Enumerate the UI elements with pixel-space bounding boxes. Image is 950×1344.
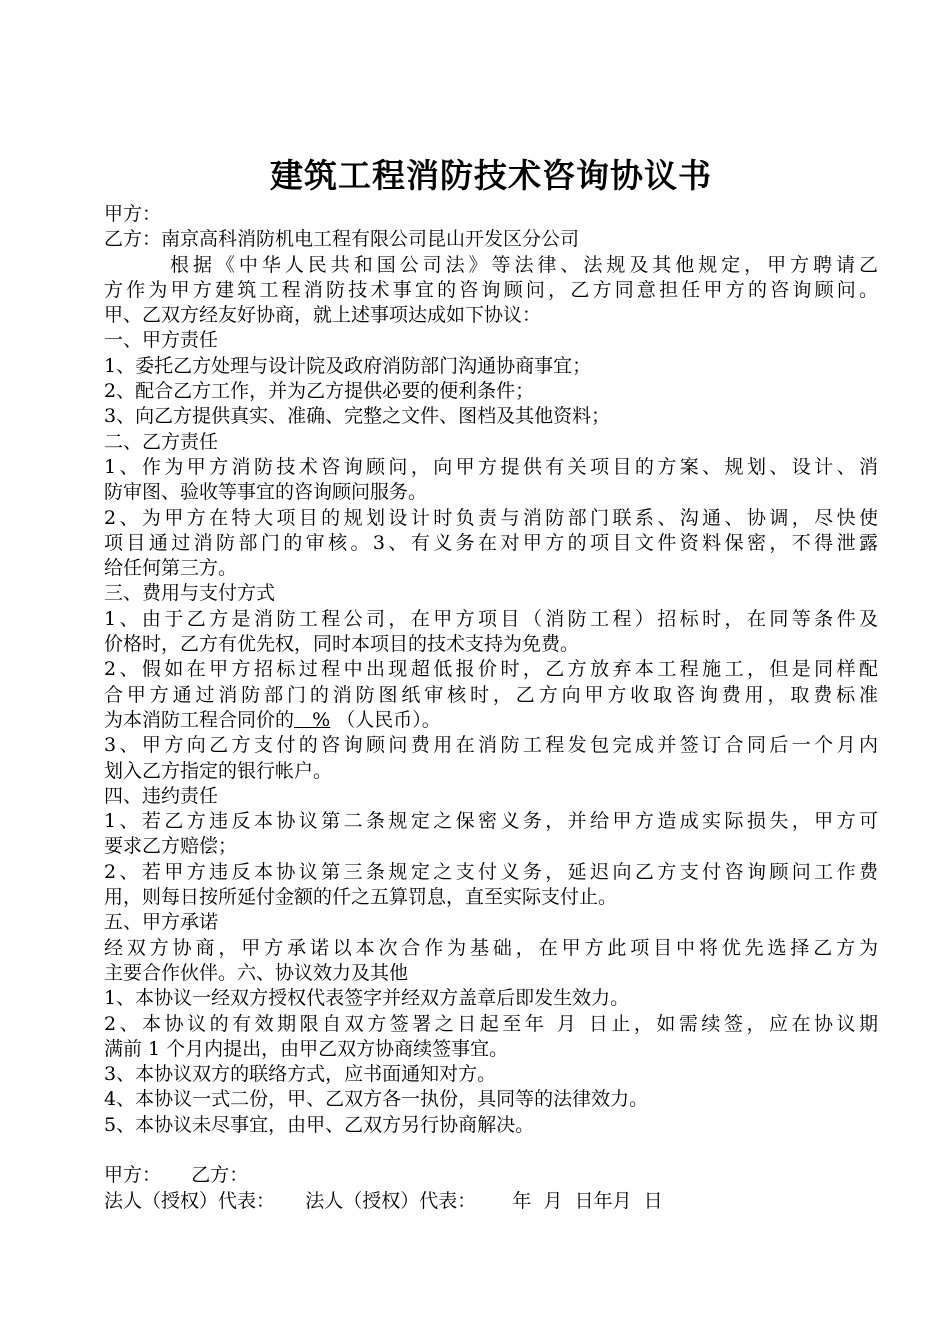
clause-line: 1、作为甲方消防技术咨询顾问，向甲方提供有关项目的方案、规划、设计、消 [104,455,878,478]
clause-line: 划入乙方指定的银行帐户。 [104,759,333,782]
clause-text: （人民币）。 [330,708,441,731]
document-body [104,202,878,1214]
party-b-line: 乙方：南京高科消防机电工程有限公司昆山开发区分公司 [104,228,580,251]
clause-line: 主要合作伙伴。六、协议效力及其他 [104,961,409,984]
section-heading: 五、甲方承诺 [104,911,219,934]
clause-line: 经双方协商，甲方承诺以本次合作为基础，在甲方此项目中将优先选择乙方为 [104,936,878,959]
clause-line-with-blank [104,708,878,733]
section-heading: 二、乙方责任 [104,430,219,453]
clause-line: 3、甲方向乙方支付的咨询顾问费用在消防工程发包完成并签订合同后一个月内 [104,734,878,757]
intro-paragraph-line: 甲、乙双方经友好协商，就上述事项达成如下协议： [104,304,542,327]
clause-line: 要求乙方赔偿； [104,835,238,858]
clause-line: 2、配合乙方工作，并为乙方提供必要的便利条件； [104,380,535,403]
clause-line: 2、假如在甲方招标过程中出现超低报价时，乙方放弃本工程施工，但是同样配 [104,658,878,681]
clause-line: 2、若甲方违反本协议第三条规定之支付义务，延迟向乙方支付咨询顾问工作费 [104,860,878,883]
clause-line: 合甲方通过消防部门的消防图纸审核时，乙方向甲方收取咨询费用，取费标准 [104,683,878,706]
clause-line: 1、本协议一经双方授权代表签字并经双方盖章后即发生效力。 [104,987,630,1010]
clause-line: 2、本协议的有效期限自双方签署之日起至年 月 日止，如需续签，应在协议期 [104,1012,878,1035]
clause-line: 防审图、验收等事宜的咨询顾问服务。 [104,481,428,504]
clause-line: 价格时，乙方有优先权，同时本项目的技术支持为免费。 [104,633,580,656]
clause-line: 3、向乙方提供真实、准确、完整之文件、图档及其他资料； [104,405,611,428]
clause-line: 给任何第三方。 [104,557,238,580]
agreement-page [104,150,878,1214]
clause-line: 5、本协议未尽事宜，由甲、乙双方另行协商解决。 [104,1113,535,1136]
clause-line: 用，则每日按所延付金额的仟之五算罚息，直至实际支付止。 [104,886,618,909]
clause-line: 项目通过消防部门的审核。3、有义务在对甲方的项目文件资料保密，不得泄露 [104,531,878,554]
signature-parties-line: 甲方： 乙方： [104,1164,249,1187]
section-heading: 一、甲方责任 [104,329,219,352]
section-heading: 三、费用与支付方式 [104,582,276,605]
clause-line: 2、为甲方在特大项目的规划设计时负责与消防部门联系、沟通、协调，尽快使 [104,506,878,529]
signature-representatives-line: 法人（授权）代表： 法人（授权）代表： 年 月 日年月 日 [104,1189,663,1212]
intro-paragraph-line: 根据《中华人民共和国公司法》等法律、法规及其他规定，甲方聘请乙 [170,253,878,276]
clause-line: 4、本协议一式二份，甲、乙双方各一执份，具同等的法律效力。 [104,1088,649,1111]
document-title: 建筑工程消防技术咨询协议书 [270,156,712,195]
party-a-line: 甲方： [104,203,162,225]
clause-line: 3、本协议双方的联络方式，应书面通知对方。 [104,1063,497,1086]
clause-line: 1、若乙方违反本协议第二条规定之保密义务，并给甲方造成实际损失，甲方可 [104,810,878,833]
clause-line: 1、由于乙方是消防工程公司，在甲方项目（消防工程）招标时，在同等条件及 [104,607,878,630]
clause-line: 1、委托乙方处理与设计院及政府消防部门沟通协商事宜； [104,354,592,377]
clause-line: 满前 1 个月内提出，由甲乙双方协商续签事宜。 [104,1037,509,1060]
fee-percentage-blank: % [294,708,331,731]
intro-paragraph-line: 方作为甲方建筑工程消防技术事宜的咨询顾问，乙方同意担任甲方的咨询顾问。 [104,278,878,301]
section-heading: 四、违约责任 [104,784,219,807]
clause-text: 为本消防工程合同价的 [104,708,295,731]
spacer [104,1138,878,1163]
